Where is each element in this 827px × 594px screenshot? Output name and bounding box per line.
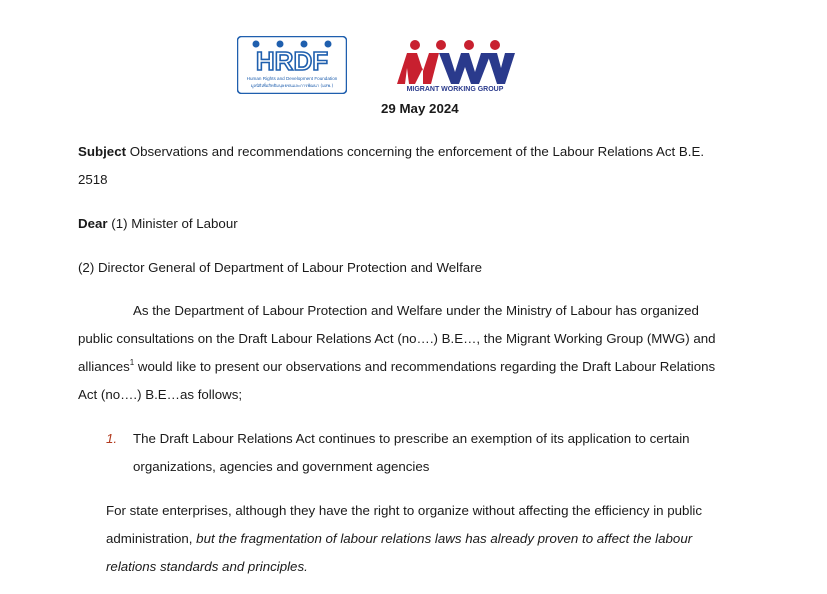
dear-label: Dear: [78, 216, 108, 231]
para-2-line-3: [106, 553, 308, 581]
para-2-italic: but the fragmentation of labour relations laws has already proven to affect the labour: [196, 531, 693, 546]
intro-line-1: As the Department of Labour Protection and Welfare under the Ministry of Labour has organized: [133, 303, 699, 318]
para-2-line-2: [106, 525, 692, 553]
alliances-text: alliances: [78, 359, 130, 374]
subject-text-cont: 2518: [78, 172, 108, 187]
intro-line-2: public consultations on the Draft Labour Relations Act (no….) B.E…, the Migrant Working Group (MWG) and: [78, 331, 716, 346]
intro-line-4: Act (no….) B.E…as follows;: [78, 387, 243, 402]
intro-line-3-rest: would like to present our observations and recommendations regarding the Draft Labour Relations: [134, 359, 716, 374]
recipient-1: (1) Minister of Labour: [107, 216, 238, 231]
recipient-2: (2) Director General of Department of Labour Protection and Welfare: [78, 260, 483, 275]
para-2-line-1: For state enterprises, although they have the right to organize without affecting the efficiency in public: [106, 503, 703, 518]
mwg-logo-name: MIGRANT WORKING GROUP: [406, 86, 504, 93]
hrdf-logo-name: HRDF: [255, 46, 329, 76]
intro-line-3: [78, 353, 715, 381]
subject-label: Subject: [78, 144, 127, 159]
hrdf-logo-line2: มูลนิธิเพื่อสิทธิมนุษยชนและการพัฒนา (มสพ.): [250, 83, 334, 88]
point-1-line-2: organizations, agencies and government agencies: [133, 459, 430, 474]
hrdf-logo: [237, 36, 347, 94]
subject-line: [78, 138, 704, 166]
mwg-logo: [393, 38, 517, 94]
subject-text: Observations and recommendations concerning the enforcement of the Labour Relations Act B.E.: [126, 144, 705, 159]
point-1-line-1: The Draft Labour Relations Act continues to prescribe an exemption of its application to certain: [133, 431, 690, 446]
para-2-plain: administration,: [106, 531, 197, 546]
salutation: [78, 210, 238, 238]
para-2-italic-cont: relations standards and principles.: [106, 559, 308, 574]
point-1-number: 1.: [106, 431, 118, 446]
hrdf-logo-line1: Human Rights and Development Foundation: [246, 76, 338, 81]
footnote-marker[interactable]: 1: [129, 358, 135, 367]
letter-date: 29 May 2024: [381, 101, 459, 116]
